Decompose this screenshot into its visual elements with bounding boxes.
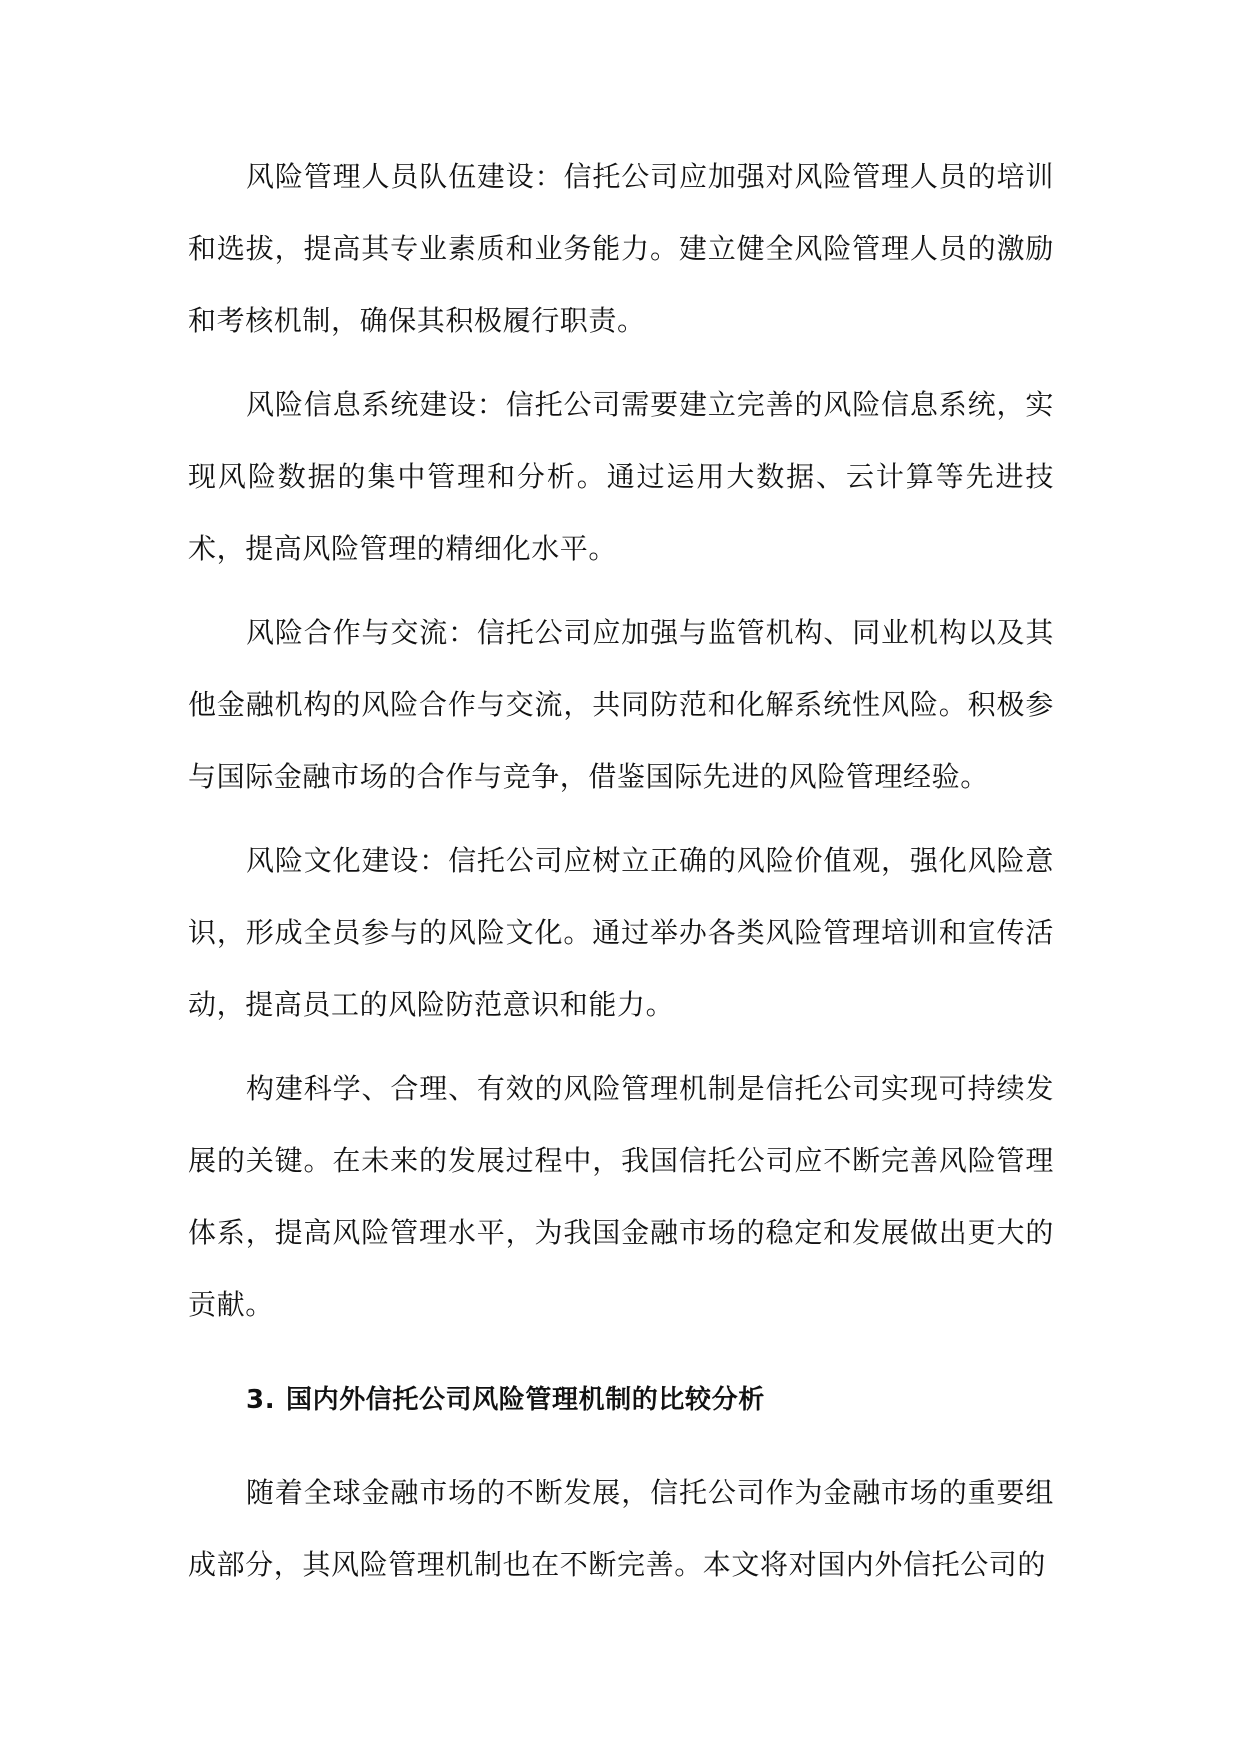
section-heading [246, 1380, 765, 1420]
paragraph-risk-information-system: 风险信息系统建设：信托公司需要建立完善的风险信息系统，实现风险数据的集中管理和分析。通过运用大数据、云计算等先进技术，提高风险管理的精细化水平。 [188, 388, 1054, 565]
section-number: 3. [246, 1385, 276, 1415]
paragraph-risk-cooperation: 风险合作与交流：信托公司应加强与监管机构、同业机构以及其他金融机构的风险合作与交流，共同防范和化解系统性风险。积极参与国际金融市场的合作与竞争，借鉴国际先进的风险管理经验。 [188, 616, 1054, 793]
paragraph-section-intro: 随着全球金融市场的不断发展，信托公司作为金融市场的重要组成部分，其风险管理机制也在不断完善。本文将对国内外信托公司的 [188, 1476, 1054, 1581]
section-title: 国内外信托公司风险管理机制的比较分析 [286, 1385, 765, 1415]
paragraph-conclusion: 构建科学、合理、有效的风险管理机制是信托公司实现可持续发展的关键。在未来的发展过程中，我国信托公司应不断完善风险管理体系，提高风险管理水平，为我国金融市场的稳定和发展做出更大的贡献。 [188, 1072, 1054, 1321]
paragraph-risk-culture: 风险文化建设：信托公司应树立正确的风险价值观，强化风险意识，形成全员参与的风险文化。通过举办各类风险管理培训和宣传活动，提高员工的风险防范意识和能力。 [188, 844, 1054, 1021]
paragraph-risk-personnel: 风险管理人员队伍建设：信托公司应加强对风险管理人员的培训和选拔，提高其专业素质和业务能力。建立健全风险管理人员的激励和考核机制，确保其积极履行职责。 [188, 160, 1054, 337]
